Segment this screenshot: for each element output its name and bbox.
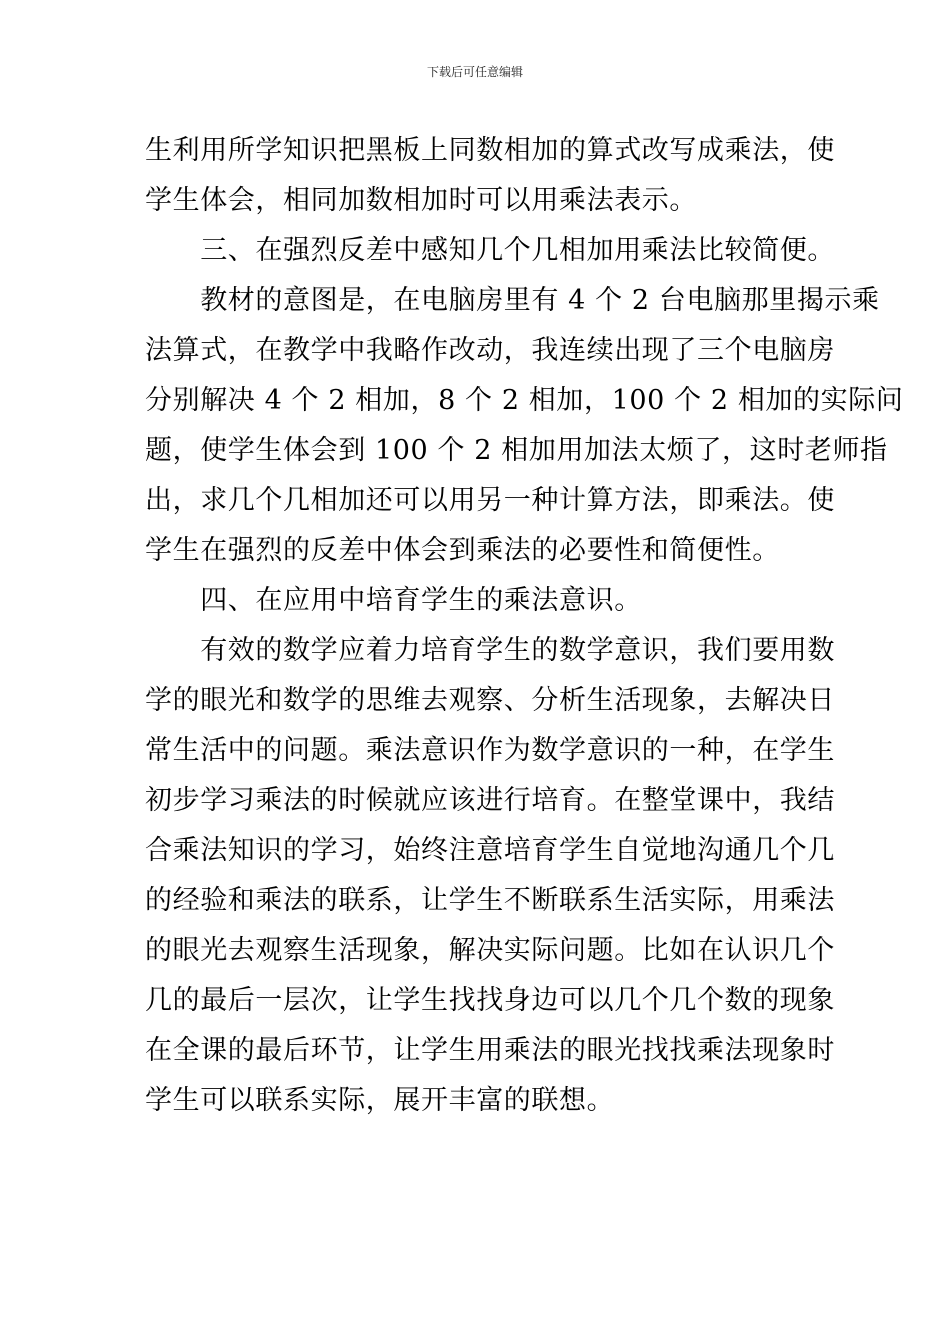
text-line: 四、在应用中培育学生的乘法意识。 bbox=[145, 585, 642, 616]
text-line: 教材的意图是，在电脑房里有 4 个 2 台电脑那里揭示乘 bbox=[145, 285, 880, 316]
page-header: 下载后可任意编辑 bbox=[426, 65, 523, 79]
text-line: 合乘法知识的学习，始终注意培育学生自觉地沟通几个几 bbox=[145, 835, 835, 866]
text-line: 法算式，在教学中我略作改动，我连续出现了三个电脑房 bbox=[145, 335, 835, 366]
text-line: 在全课的最后环节，让学生用乘法的眼光找找乘法现象时 bbox=[145, 1035, 835, 1066]
text-line: 生利用所学知识把黑板上同数相加的算式改写成乘法，使 bbox=[145, 135, 835, 166]
text-line: 学的眼光和数学的思维去观察、分析生活现象，去解决日 bbox=[145, 685, 835, 716]
text-line: 分别解决 4 个 2 相加，8 个 2 相加，100 个 2 相加的实际问 bbox=[145, 385, 904, 416]
text-line: 题，使学生体会到 100 个 2 相加用加法太烦了，这时老师指 bbox=[145, 435, 888, 466]
text-line: 常生活中的问题。乘法意识作为数学意识的一种，在学生 bbox=[145, 735, 835, 766]
text-line: 的眼光去观察生活现象，解决实际问题。比如在认识几个 bbox=[145, 935, 835, 966]
text-line: 三、在强烈反差中感知几个几相加用乘法比较简便。 bbox=[145, 235, 835, 266]
text-line: 学生可以联系实际，展开丰富的联想。 bbox=[145, 1085, 615, 1116]
text-line: 几的最后一层次，让学生找找身边可以几个几个数的现象 bbox=[145, 985, 835, 1016]
text-line: 学生在强烈的反差中体会到乘法的必要性和简便性。 bbox=[145, 535, 780, 566]
text-line: 的经验和乘法的联系，让学生不断联系生活实际，用乘法 bbox=[145, 885, 835, 916]
text-line: 学生体会，相同加数相加时可以用乘法表示。 bbox=[145, 185, 697, 216]
text-line: 初步学习乘法的时候就应该进行培育。在整堂课中，我结 bbox=[145, 785, 835, 816]
text-line: 出，求几个几相加还可以用另一种计算方法，即乘法。使 bbox=[145, 485, 835, 516]
text-line: 有效的数学应着力培育学生的数学意识，我们要用数 bbox=[145, 635, 835, 666]
